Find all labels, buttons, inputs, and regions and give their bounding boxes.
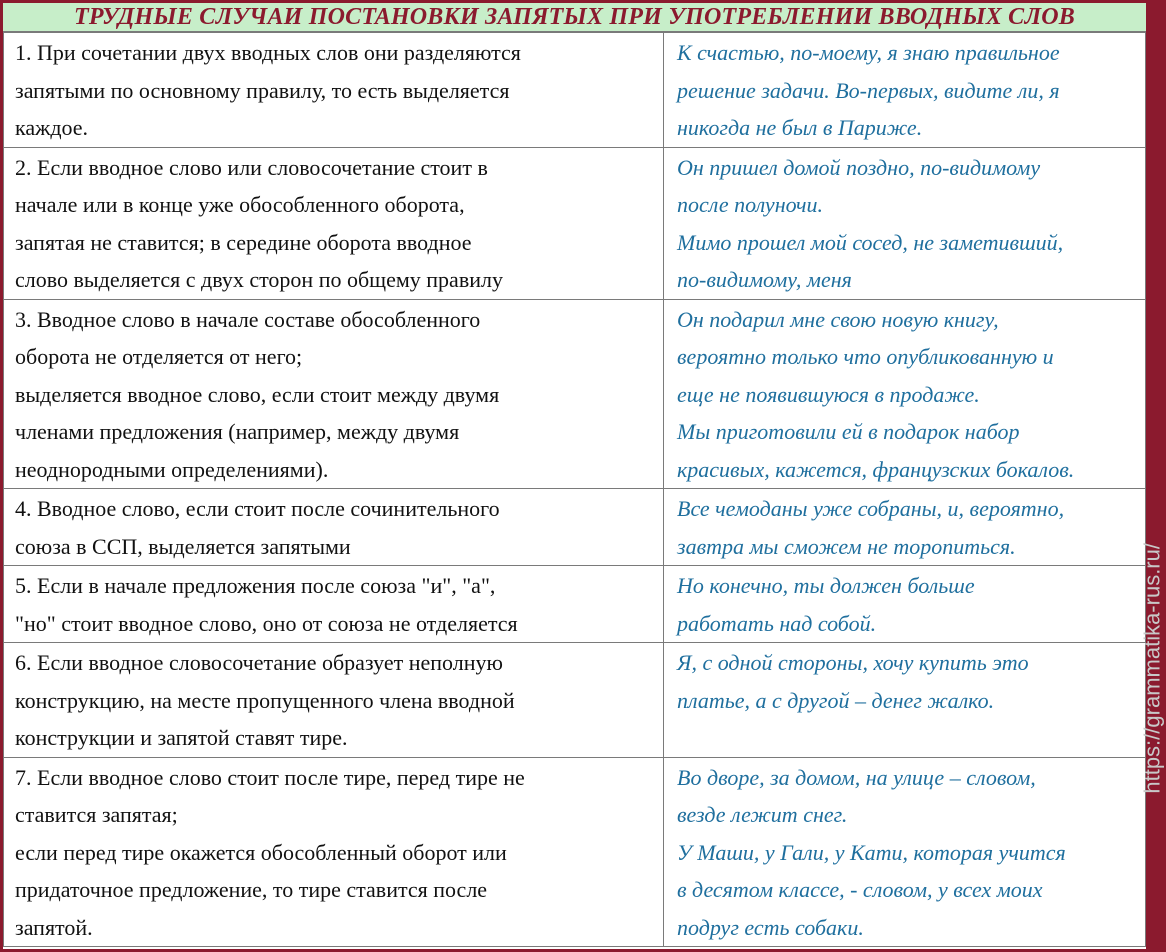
rule-cell	[4, 299, 664, 489]
example-text-line: Но конечно, ты должен больше	[677, 573, 975, 598]
example-text-line: в десятом классе, - словом, у всех моих	[677, 877, 1043, 902]
table-title: ТРУДНЫЕ СЛУЧАИ ПОСТАНОВКИ ЗАПЯТЫХ ПРИ УПОТРЕБЛЕНИИ ВВОДНЫХ СЛОВ	[3, 3, 1146, 32]
table-row	[4, 643, 1146, 758]
table-row	[4, 757, 1146, 947]
example-text-line: Я, с одной стороны, хочу купить это	[677, 650, 1029, 675]
rules-table	[3, 32, 1146, 947]
example-text-line: Он подарил мне свою новую книгу,	[677, 306, 999, 332]
rule-text-line: запятая не ставится; в середине оборота вводное	[15, 229, 472, 255]
example-text-line: К счастью, по-моему, я знаю правильное	[677, 40, 1060, 65]
table-row	[4, 147, 1146, 299]
rule-text-line: союза в ССП, выделяется запятыми	[15, 533, 351, 559]
rule-text-line: конструкцию, на месте пропущенного члена вводной	[15, 687, 515, 713]
rule-text-line: 4. Вводное слово, если стоит после сочинительного	[15, 496, 500, 521]
example-text-line: У Маши, у Гали, у Кати, которая учится	[677, 839, 1066, 865]
rule-text-line: 6. Если вводное словосочетание образует неполную	[15, 650, 503, 675]
example-cell	[664, 299, 1146, 489]
example-text-line: по-видимому, меня	[677, 267, 852, 292]
example-cell	[664, 489, 1146, 566]
rule-text-line: 7. Если вводное слово стоит после тире, перед тире не	[15, 764, 525, 790]
rule-text-line: 1. При сочетании двух вводных слов они разделяются	[15, 40, 521, 65]
rule-text-line: неоднородными определениями).	[15, 456, 329, 482]
rule-cell	[4, 489, 664, 566]
example-text-line: вероятно только что опубликованную и	[677, 344, 1054, 369]
table-row	[4, 33, 1146, 148]
rule-text-line: придаточное предложение, то тире ставится после	[15, 877, 488, 902]
example-text-line: красивых, кажется, французских бокалов.	[677, 456, 1075, 482]
example-text-line: Он пришел домой поздно, по-видимому	[677, 154, 1041, 180]
example-text-line: Мимо прошел мой сосед, не заметивший,	[677, 229, 1064, 255]
example-text-line: никогда не был в Париже.	[677, 115, 923, 140]
rule-text-line: ставится запятая;	[15, 802, 178, 827]
table-row	[4, 299, 1146, 489]
example-text-line: решение задачи. Во-первых, видите ли, я	[677, 77, 1060, 103]
table-row	[4, 566, 1146, 643]
table-frame	[3, 3, 1165, 949]
example-text-line: везде лежит снег.	[677, 802, 848, 827]
rule-cell	[4, 566, 664, 643]
table-row	[4, 489, 1146, 566]
rule-cell	[4, 147, 664, 299]
example-cell	[664, 566, 1146, 643]
rule-text-line: "но" стоит вводное слово, оно от союза не отделяется	[15, 610, 518, 636]
example-text-line: еще не появившуюся в продаже.	[677, 381, 980, 407]
rule-text-line: выделяется вводное слово, если стоит между двумя	[15, 381, 500, 407]
example-text-line: работать над собой.	[677, 610, 877, 636]
example-text-line: подруг есть собаки.	[677, 914, 864, 940]
example-text-line: платье, а с другой – денег жалко.	[677, 687, 995, 713]
rule-text-line: каждое.	[15, 115, 89, 140]
rule-text-line: 2. Если вводное слово или словосочетание стоит в	[15, 154, 488, 180]
rule-text-line: если перед тире окажется обособленный оборот или	[15, 839, 507, 865]
example-text-line: Во дворе, за домом, на улице – словом,	[677, 764, 1036, 790]
rule-text-line: 5. Если в начале предложения после союза "и", "а",	[15, 573, 496, 598]
rule-cell	[4, 643, 664, 758]
rule-text-line: 3. Вводное слово в начале составе обособленного	[15, 306, 481, 332]
rule-text-line: слово выделяется с двух сторон по общему правилу	[15, 267, 503, 292]
rule-text-line: оборота не отделяется от него;	[15, 344, 303, 369]
rule-cell	[4, 33, 664, 148]
example-text-line: завтра мы сможем не торопиться.	[677, 533, 1016, 559]
example-cell	[664, 147, 1146, 299]
example-text-line: Мы приготовили ей в подарок набор	[677, 419, 1020, 444]
watermark-url: https://grammatika-rus.ru/	[1140, 543, 1165, 794]
rule-text-line: запятой.	[15, 914, 93, 940]
rule-cell	[4, 757, 664, 947]
example-text-line: после полуночи.	[677, 192, 824, 217]
example-text-line: Все чемоданы уже собраны, и, вероятно,	[677, 496, 1065, 521]
rule-text-line: начале или в конце уже обособленного оборота,	[15, 192, 465, 217]
example-cell	[664, 643, 1146, 758]
rule-text-line: запятыми по основному правилу, то есть выделяется	[15, 77, 510, 103]
rule-text-line: членами предложения (например, между двумя	[15, 419, 460, 444]
example-cell	[664, 757, 1146, 947]
example-cell	[664, 33, 1146, 148]
rule-text-line: конструкции и запятой ставят тире.	[15, 725, 348, 750]
